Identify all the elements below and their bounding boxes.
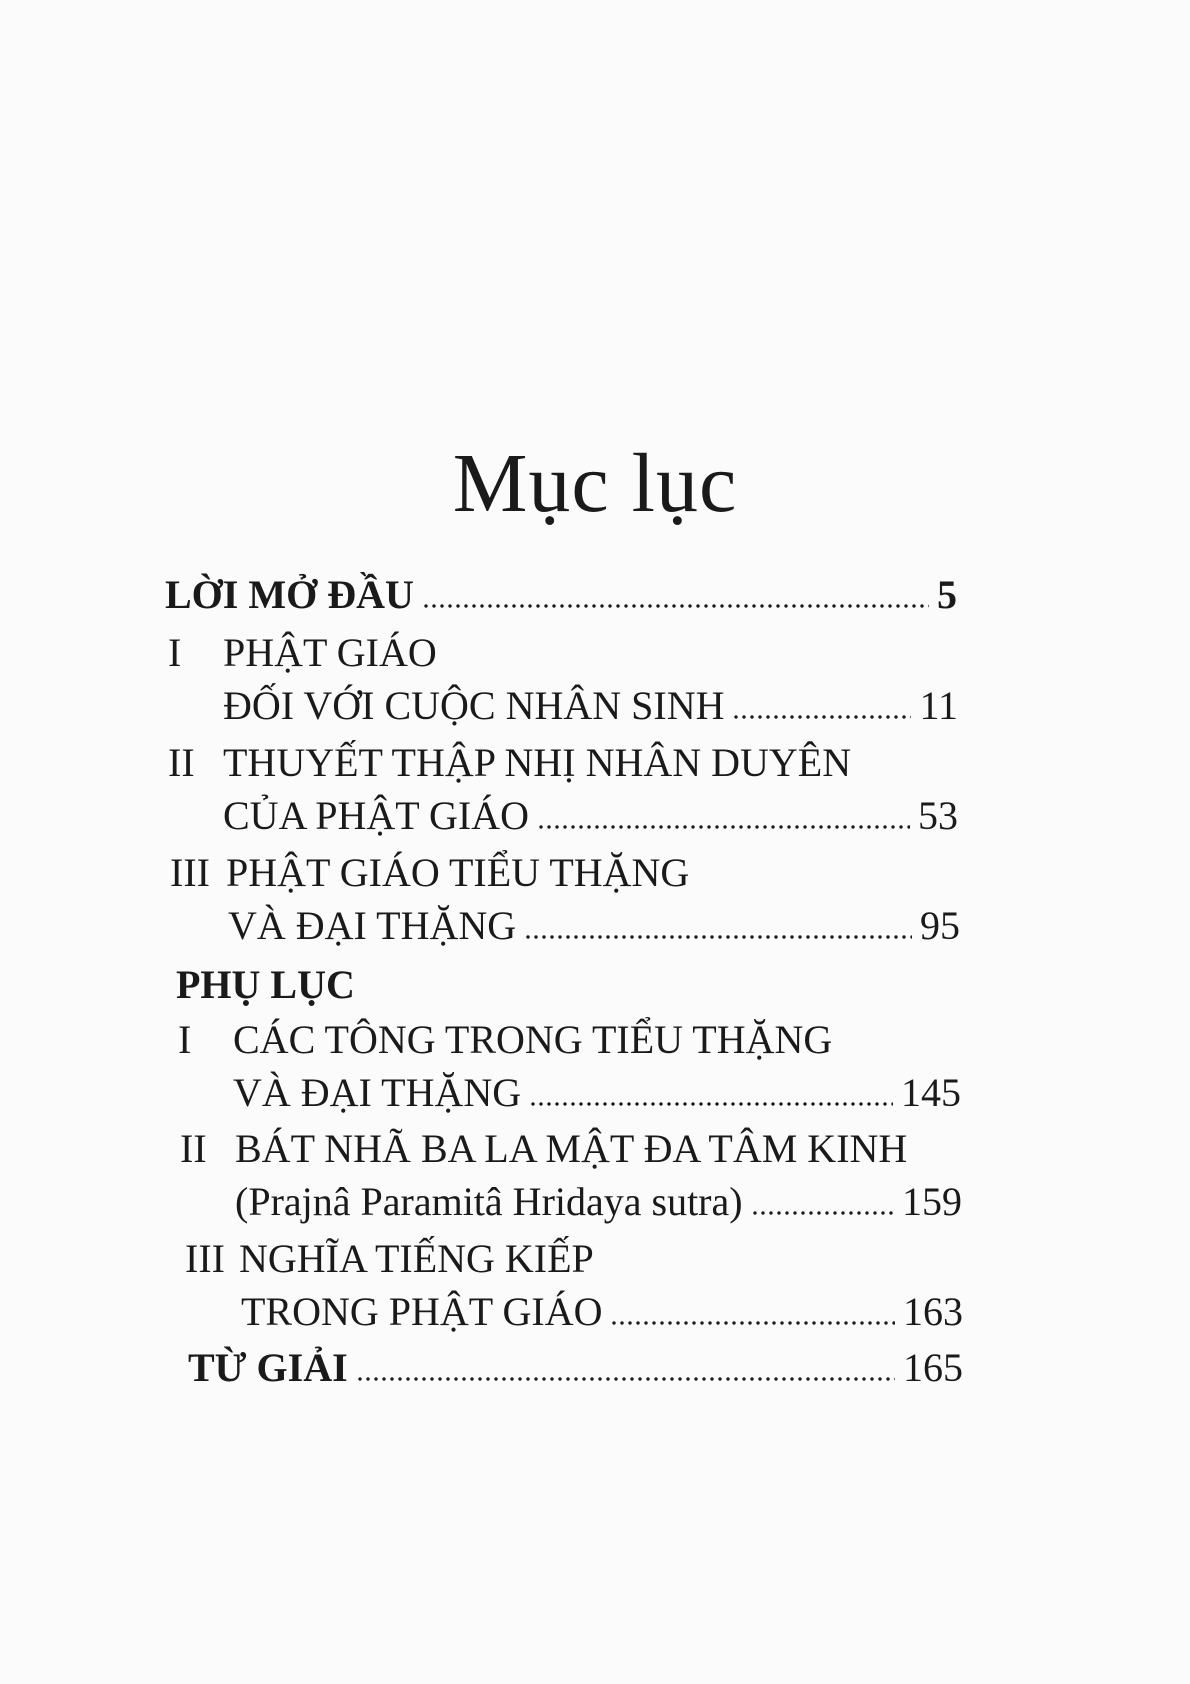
toc-entry-ch1-line1[interactable] [168, 628, 958, 678]
toc-entry-ch3-line2[interactable] [228, 901, 960, 951]
toc-entry-app2-line2[interactable] [235, 1177, 962, 1227]
dot-leader [537, 791, 910, 841]
toc-page-number: 53 [918, 793, 958, 838]
toc-entry-ch2-line1[interactable] [168, 738, 958, 788]
toc-entry-number: I [168, 630, 182, 675]
dot-leader [356, 1343, 895, 1393]
toc-entry-label: BÁT NHÃ BA LA MẬT ĐA TÂM KINH [235, 1126, 908, 1171]
toc-entry-label: VÀ ĐẠI THẶNG [228, 903, 517, 948]
toc-entry-label: PHẬT GIÁO [223, 630, 437, 675]
toc-entry-glossary[interactable] [188, 1343, 963, 1393]
dot-leader [422, 570, 929, 620]
toc-page-number: 163 [903, 1289, 963, 1334]
toc-entry-label: CÁC TÔNG TRONG TIỂU THẶNG [233, 1017, 833, 1062]
toc-page-number: 165 [903, 1345, 963, 1390]
toc-entry-ch2-line2[interactable] [223, 791, 958, 841]
toc-page-number: 95 [920, 903, 960, 948]
dot-leader [524, 901, 912, 951]
toc-entry-label: NGHĨA TIẾNG KIẾP [239, 1236, 594, 1281]
toc-entry-label: THUYẾT THẬP NHỊ NHÂN DUYÊN [223, 740, 852, 785]
toc-page-number: 145 [901, 1070, 961, 1115]
toc-entry-ch3-line1[interactable] [170, 848, 960, 898]
page-title: Mục lục [452, 437, 738, 531]
dot-leader [751, 1177, 894, 1227]
toc-entry-number: III [185, 1236, 225, 1281]
toc-entry-label: TRONG PHẬT GIÁO [241, 1289, 603, 1334]
toc-entry-label: LỜI MỞ ĐẦU [165, 572, 414, 617]
toc-entry-ch1-line2[interactable] [223, 681, 958, 731]
toc-entry-label: PHẬT GIÁO TIỂU THẶNG [226, 850, 690, 895]
toc-entry-number: II [180, 1126, 207, 1171]
toc-entry-label: (Prajnâ Paramitâ Hridaya sutra) [235, 1179, 743, 1224]
toc-entry-app1-line2[interactable] [233, 1068, 961, 1118]
toc-entry-app2-line1[interactable] [180, 1124, 962, 1174]
toc-entry-number: III [170, 850, 210, 895]
toc-page-number: 11 [919, 683, 958, 728]
toc-entry-preface[interactable] [165, 570, 957, 620]
toc-entry-number: II [168, 740, 195, 785]
toc-entry-app3-line2[interactable] [241, 1287, 963, 1337]
toc-entry-label: VÀ ĐẠI THẶNG [233, 1070, 522, 1115]
toc-page-number: 5 [937, 572, 957, 617]
dot-leader [610, 1287, 895, 1337]
dot-leader [529, 1068, 893, 1118]
toc-entry-app3-line1[interactable] [185, 1234, 962, 1284]
toc-entry-label: ĐỐI VỚI CUỘC NHÂN SINH [223, 683, 725, 728]
toc-entry-label: CỦA PHẬT GIÁO [223, 793, 529, 838]
toc-entry-label: TỪ GIẢI [188, 1345, 348, 1390]
toc-section-label: PHỤ LỤC [176, 962, 355, 1007]
toc-page-number: 159 [902, 1179, 962, 1224]
toc-entry-number: I [178, 1017, 192, 1062]
toc-section-appendix[interactable] [176, 960, 576, 1010]
dot-leader [732, 681, 911, 731]
toc-entry-app1-line1[interactable] [178, 1015, 961, 1065]
